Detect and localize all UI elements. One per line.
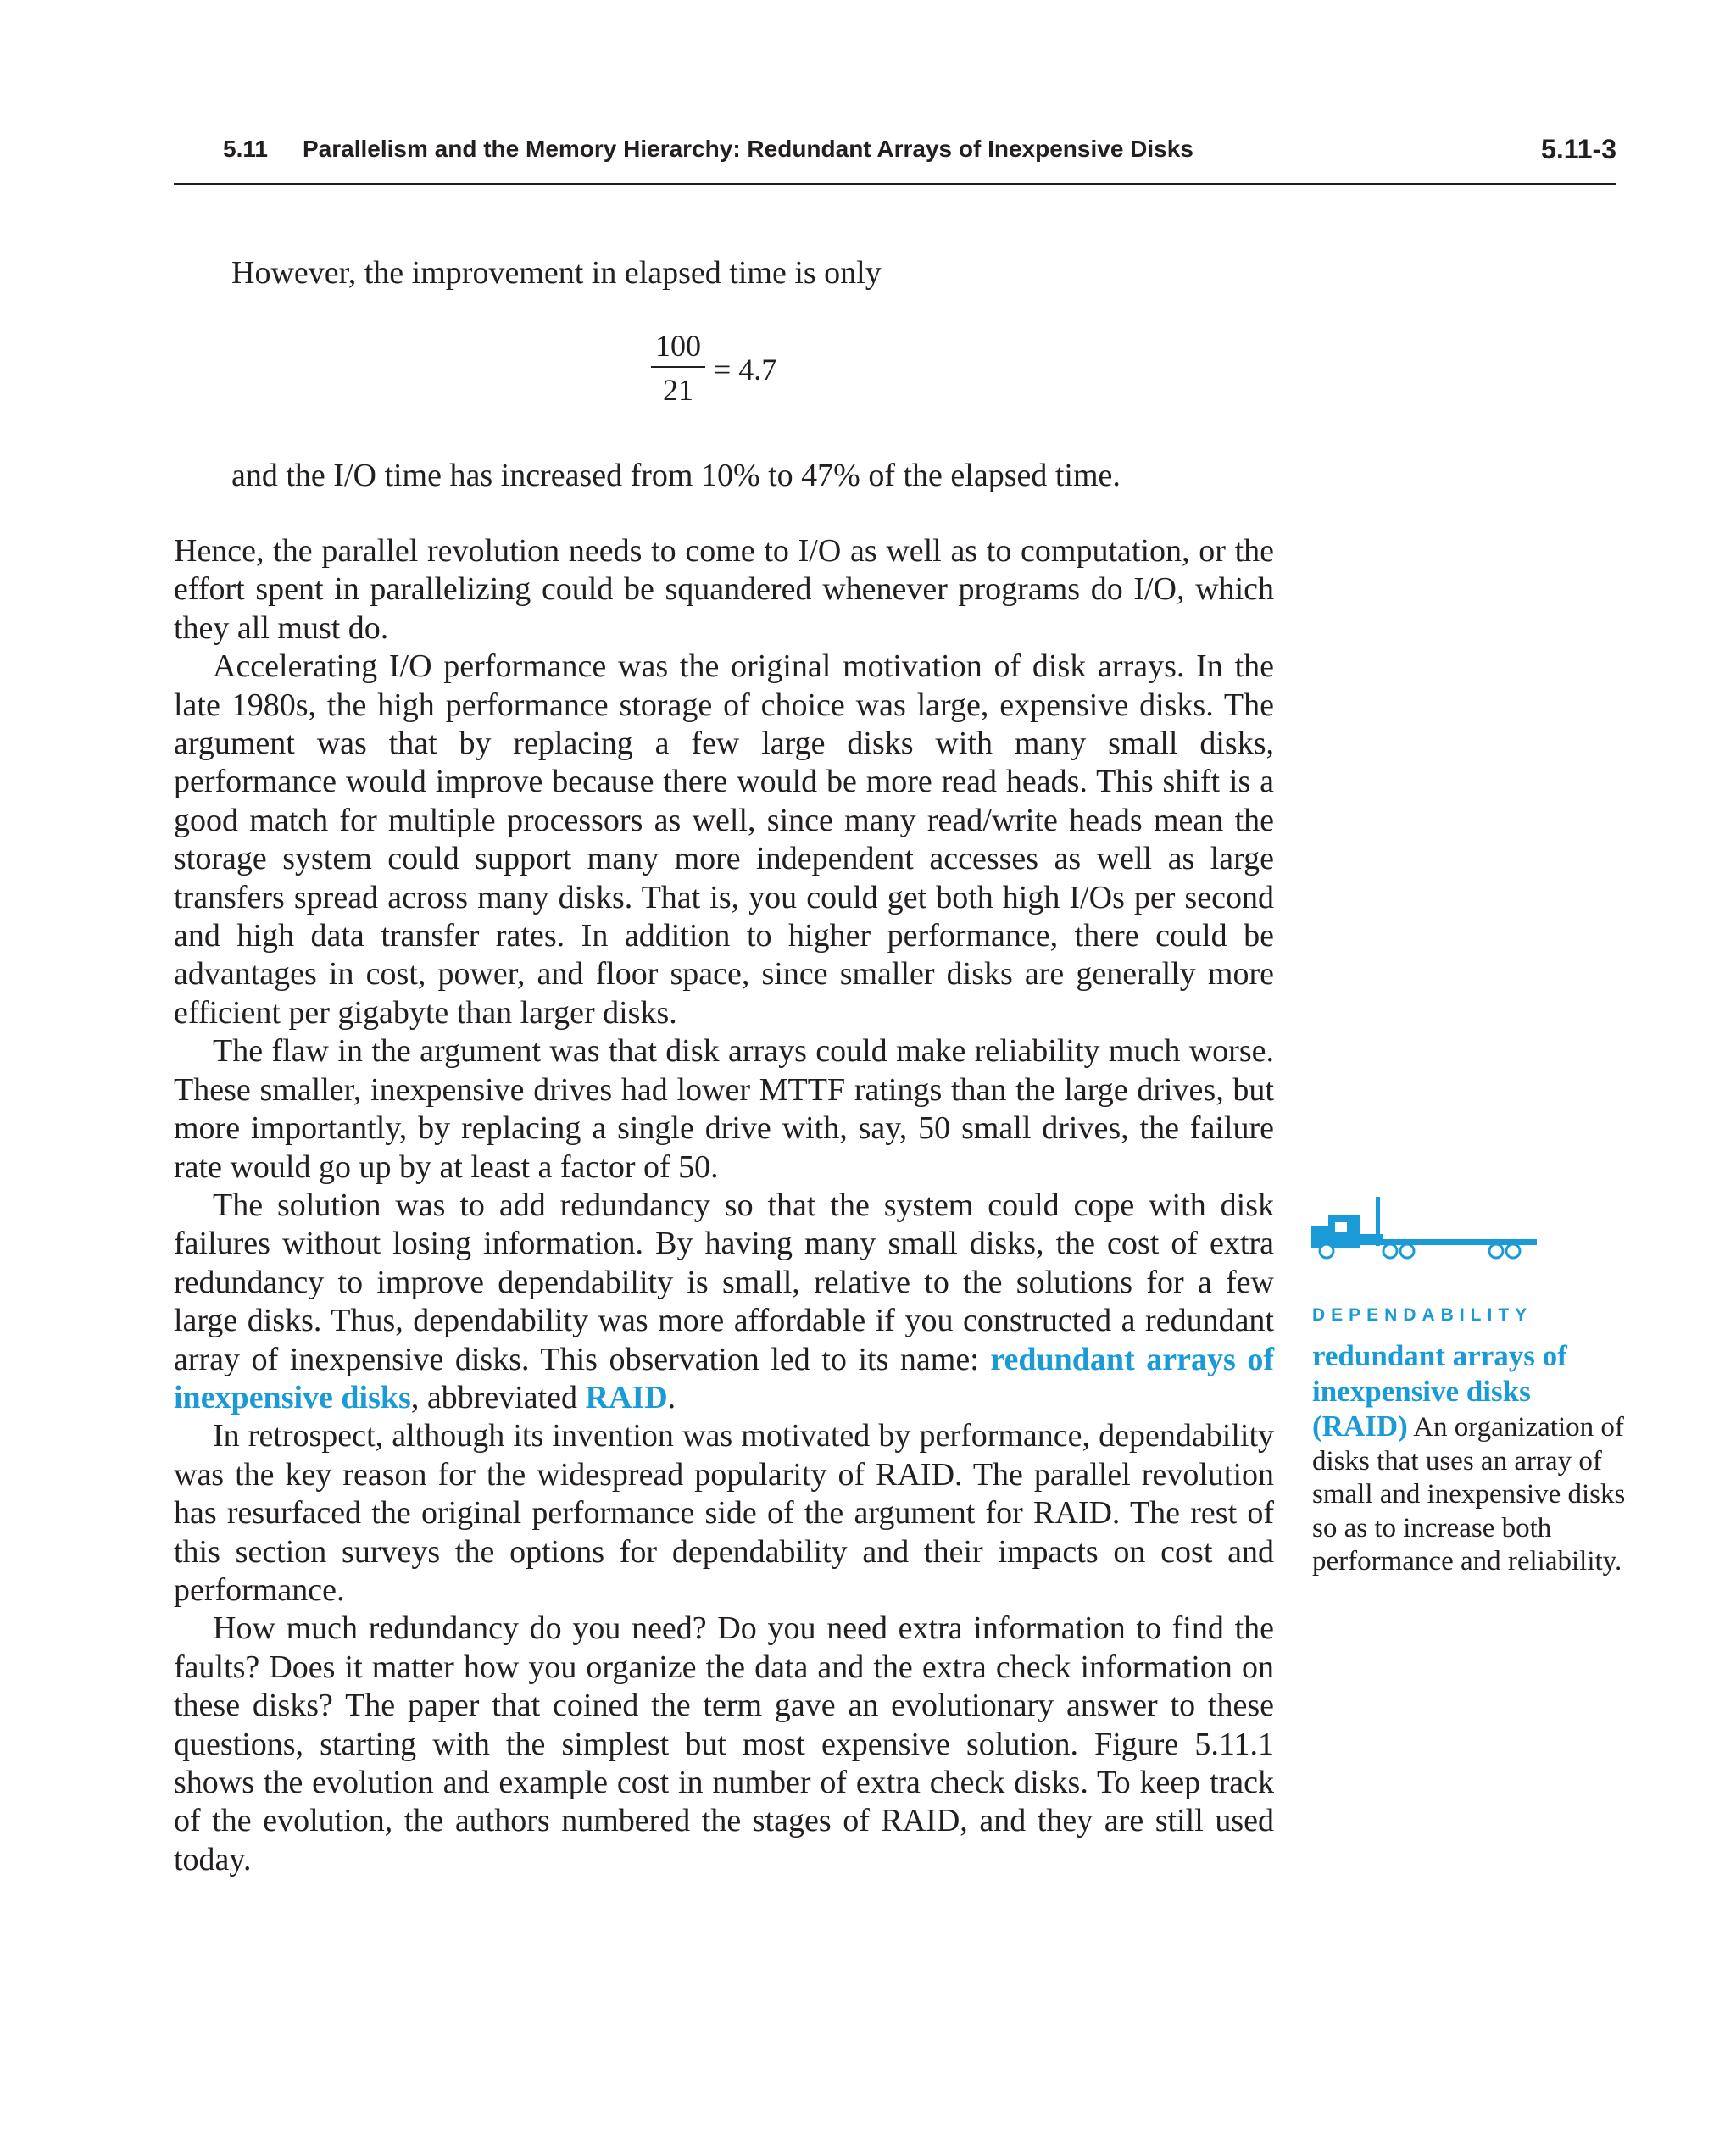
key-term-raid-abbrev: RAID xyxy=(585,1379,668,1415)
sidebar-definition-text: An organization of disks that uses an array of small and inexpensive disks so as to increase both performance and reliability. xyxy=(1312,1412,1626,1577)
paragraph-4-text-middle: , abbreviated xyxy=(410,1379,586,1415)
page-number: 5.11-3 xyxy=(1541,134,1616,164)
sidebar-term: redundant arrays of inexpensive disks (RAID) xyxy=(1312,1339,1567,1443)
equation-denominator: 21 xyxy=(663,373,693,407)
equation-numerator: 100 xyxy=(655,329,701,363)
key-term-raid: redundant arrays of inexpensive disks xyxy=(174,1341,1274,1415)
truck-icon xyxy=(1310,1195,1538,1263)
paragraph-6: How much redundancy do you need? Do you need extra information to find the faults? Does it matter how you organize the data and the extra check information on these disks? The paper that coined the term gave an evolutionary answer to these questions, starting with the simplest but most expensive solution. Figure 5.11.1 shows the evolution and example cost in number of extra check disks. To keep track of the evolution, the authors numbered the stages of RAID, and they are still used today. xyxy=(174,1610,1274,1877)
intro-line-1: However, the improvement in elapsed time is only xyxy=(231,255,882,291)
sidebar-label-dependability: DEPENDABILITY xyxy=(1312,1305,1533,1325)
section-number: 5.11 xyxy=(223,136,268,162)
paragraph-4-text-end: . xyxy=(667,1379,676,1415)
paragraph-2: Accelerating I/O performance was the original motivation of disk arrays. In the late 1980s, the high performance storage of choice was large, expensive disks. The argument was that by replacing a few large disks with many small disks, performance would improve because there would be more read heads. This shift is a good match for multiple processors as well, since many read/write heads mean the storage system could support many more independent accesses as well as large transfers spread across many disks. That is, you could get both high I/Os per second and high data transfer rates. In addition to higher performance, there could be advantages in cost, power, and floor space, since smaller disks are generally more efficient per gigabyte than larger disks. xyxy=(174,648,1274,1031)
intro-line-2: and the I/O time has increased from 10% to 47% of the elapsed time. xyxy=(231,458,1121,493)
section-title: Parallelism and the Memory Hierarchy: Redundant Arrays of Inexpensive Disks xyxy=(303,136,1194,162)
fraction-bar xyxy=(651,366,705,368)
paragraph-4-text: The solution was to add redundancy so that the system could cope with disk failures without losing information. By having many small disks, the cost of extra redundancy to improve dependability is small, relative to the solutions for a few large disks. Thus, dependability was more affordable if you constructed a redundant array of inexpensive disks. This observation led to its name: xyxy=(174,1187,1274,1377)
paragraph-1: Hence, the parallel revolution needs to come to I/O as well as to computation, or the effort spent in parallelizing could be squandered whenever programs do I/O, which they all must do. xyxy=(174,533,1274,646)
paragraph-5: In retrospect, although its invention was motivated by performance, dependability was the key reason for the widespread popularity of RAID. The parallel revolution has resurfaced the original performance side of the argument for RAID. The rest of this section surveys the options for dependability and their impacts on cost and performance. xyxy=(174,1418,1274,1608)
equation-result: = 4.7 xyxy=(714,353,777,386)
paragraph-3: The flaw in the argument was that disk arrays could make reliability much worse. These smaller, inexpensive drives had lower MTTF ratings than the large drives, but more importantly, by replacing a single drive with, say, 50 small drives, the failure rate would go up by at least a factor of 50. xyxy=(174,1033,1274,1185)
body-text xyxy=(174,532,1274,1879)
paragraph-4 xyxy=(174,1187,1274,1417)
sidebar-definition xyxy=(1312,1339,1626,1579)
equation-fraction xyxy=(651,329,705,407)
running-head xyxy=(174,136,1616,185)
